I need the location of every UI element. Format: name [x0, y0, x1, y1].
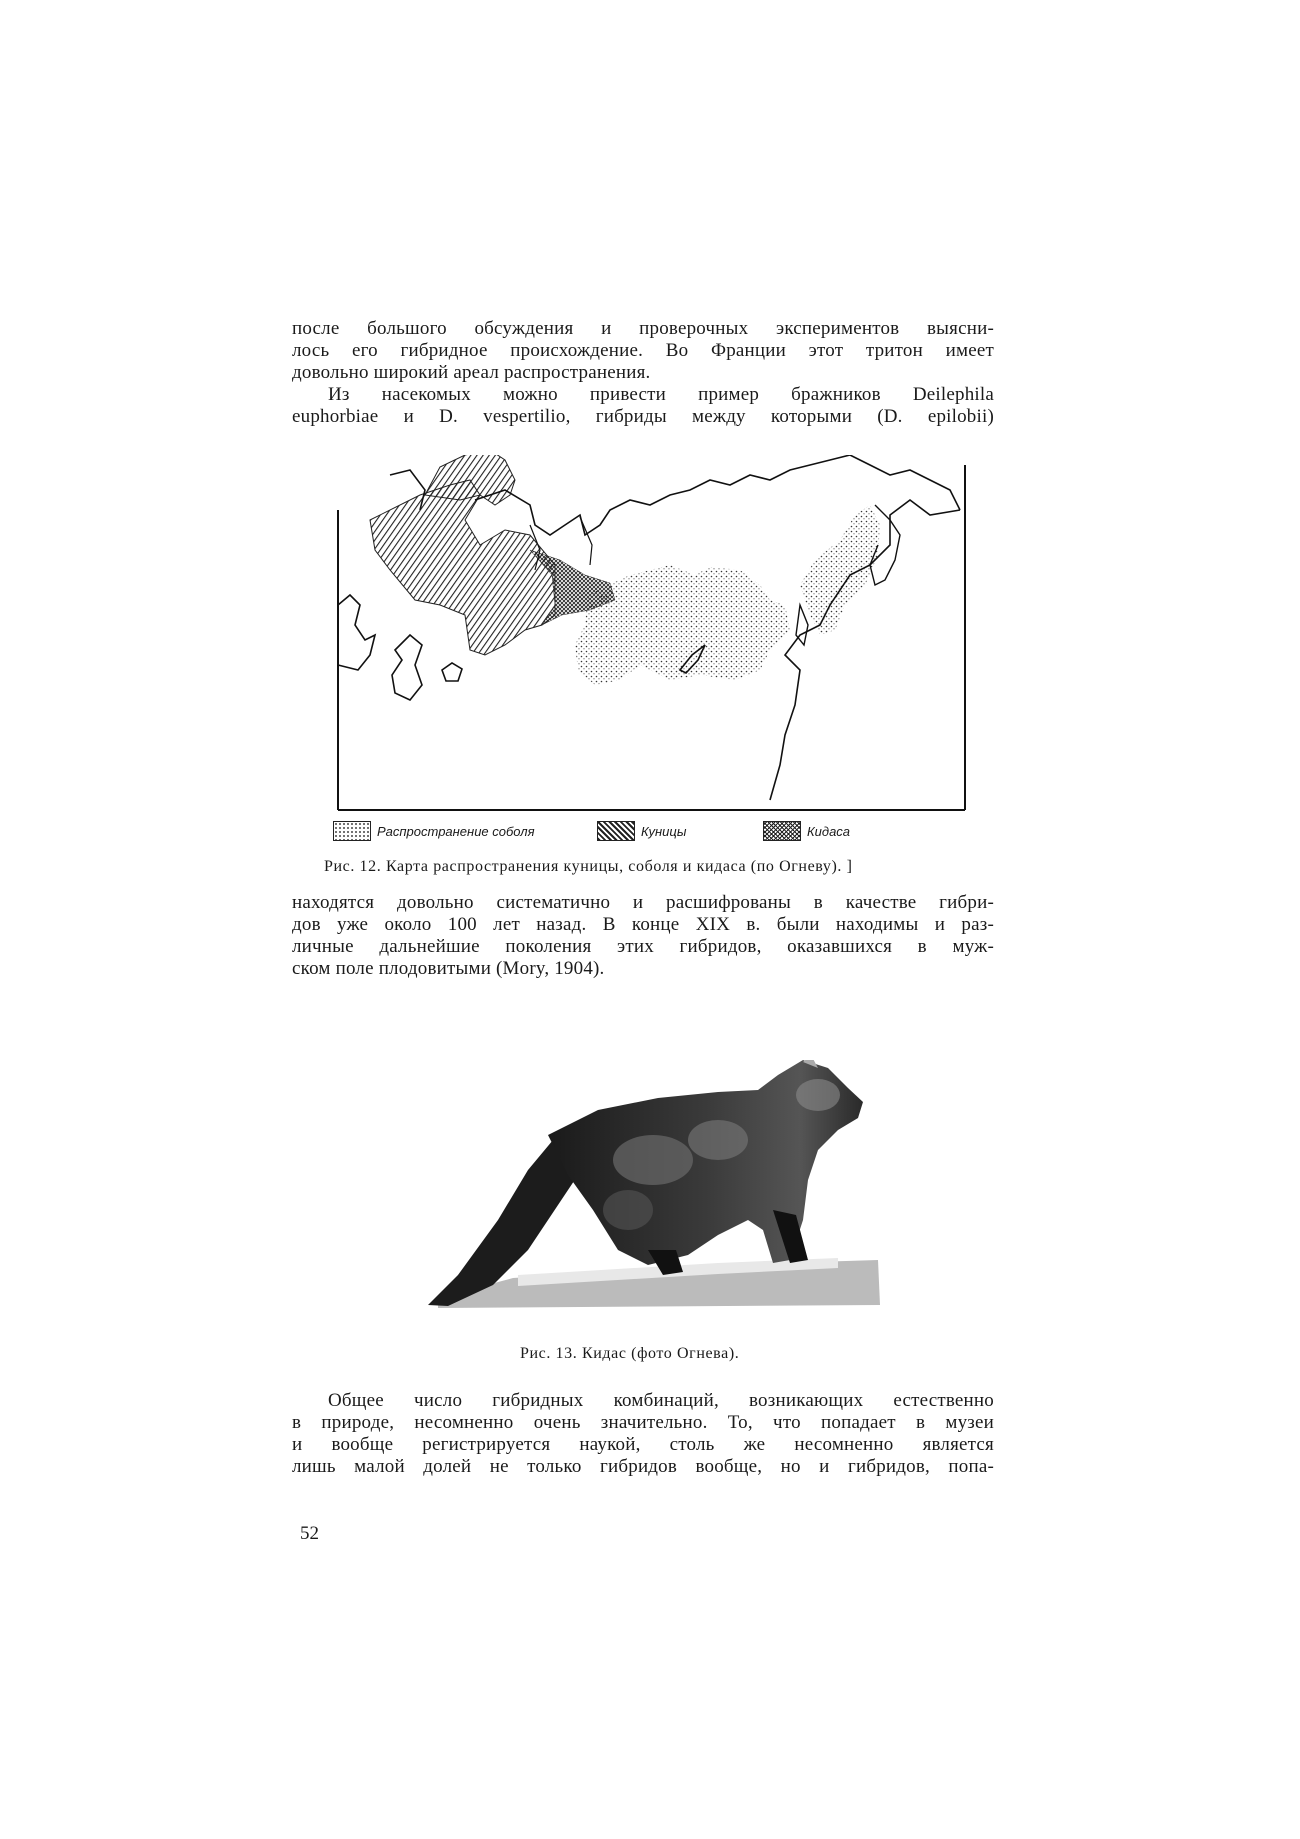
fur-patch: [603, 1190, 653, 1230]
scandinavia-coast: [338, 595, 375, 670]
legend-swatch-hatch: [597, 821, 635, 841]
paragraph-4-line: и вообще регистрируется наукой, столь же несомненно является: [292, 1434, 994, 1455]
fur-patch: [688, 1120, 748, 1160]
marten-range: [370, 480, 555, 655]
paragraph-2-line: euphorbiae и D. vespertilio, гибриды между которыми (D. epilobii): [292, 406, 994, 427]
legend-sable: [333, 818, 535, 844]
paragraph-1-line: после большого обсуждения и проверочных экспериментов выясни-: [292, 318, 994, 339]
aral-coast: [442, 663, 462, 681]
paragraph-4-line: в природе, несомненно очень значительно. То, что попадает в музеи: [292, 1412, 994, 1433]
paragraph-3: [292, 892, 994, 980]
paragraph-2: [292, 384, 994, 428]
paragraph-4-line: Общее число гибридных комбинаций, возникающих естественно: [328, 1390, 994, 1411]
legend-swatch-crosshatch: [763, 821, 801, 841]
paragraph-3-line: ском поле плодовитыми (Mory, 1904).: [292, 958, 605, 979]
paragraph-1-line: лось его гибридное происхождение. Во Франции этот тритон имеет: [292, 340, 994, 361]
legend-kidas: [763, 818, 850, 844]
paragraph-1: [292, 318, 994, 384]
legend-label-sable: Распространение соболя: [377, 823, 535, 839]
legend-marten: [597, 818, 686, 844]
kidas-photo: [418, 1060, 888, 1310]
paragraph-1-line: довольно широкий ареал распространения.: [292, 362, 651, 383]
kidas-photo-image: [418, 1060, 888, 1310]
map-figure: [330, 455, 970, 815]
figure-12-caption: Рис. 12. Карта распространения куницы, соболя и кидаса (по Огневу). ]: [324, 858, 853, 875]
paragraph-2-line: Из насекомых можно привести пример бражников Deilephila: [328, 384, 994, 405]
fur-patch: [796, 1079, 840, 1111]
paragraph-3-line: находятся довольно систематично и расшифрованы в качестве гибри-: [292, 892, 994, 913]
legend-label-kidas: Кидаса: [807, 823, 851, 839]
sable-range-east: [800, 505, 880, 635]
range-map: [330, 455, 970, 815]
figure-13-caption: Рис. 13. Кидас (фото Огнева).: [520, 1345, 740, 1362]
legend-swatch-dots: [333, 821, 371, 841]
paragraph-3-line: дов уже около 100 лет назад. В конце XIX в. были находимы и раз-: [292, 914, 994, 935]
fur-patch: [613, 1135, 693, 1185]
paragraph-4: [292, 1390, 994, 1478]
caspian-coast: [392, 635, 422, 700]
page-number: 52: [300, 1523, 319, 1544]
paragraph-3-line: личные дальнейшие поколения этих гибридов, оказавшихся в муж-: [292, 936, 994, 957]
legend-label-marten: Куницы: [641, 823, 687, 839]
paragraph-4-line: лишь малой долей не только гибридов вообще, но и гибридов, попа-: [292, 1456, 994, 1477]
